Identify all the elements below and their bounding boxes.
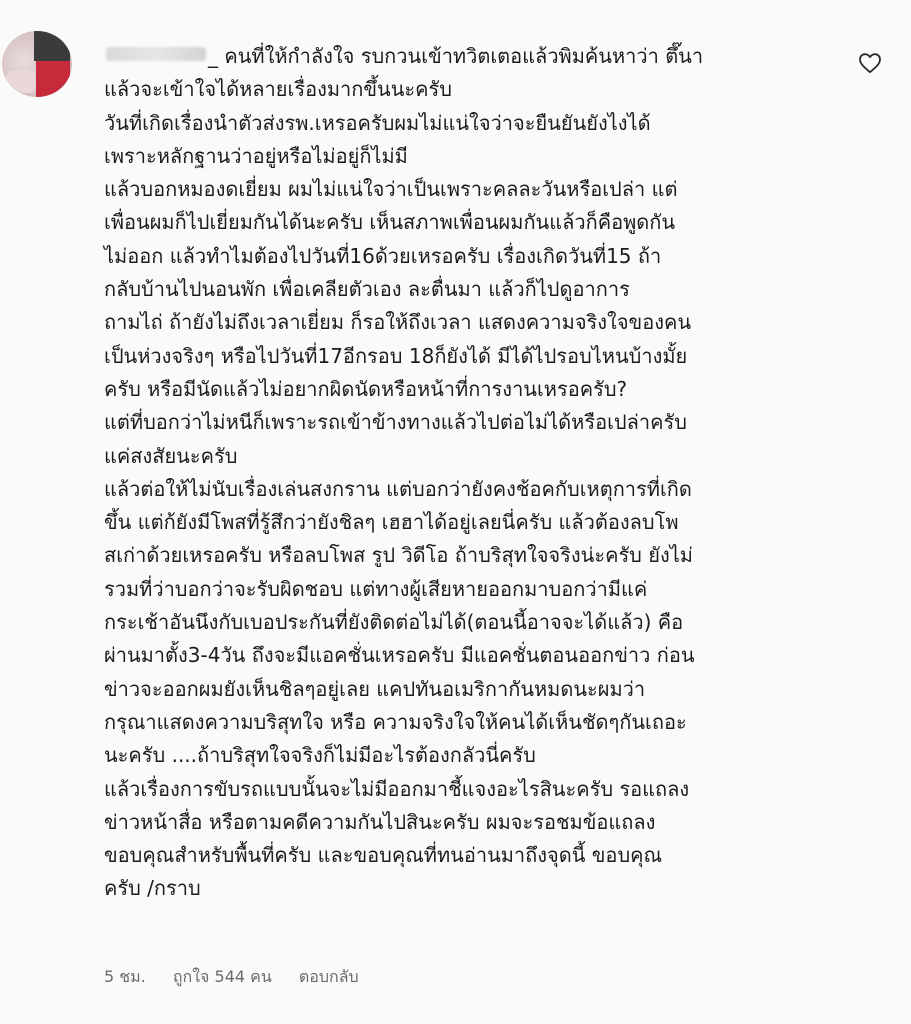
comment-line: เพื่อนผมก็ไปเยี่ยมกันได้นะครับ เห็นสภาพเพื่อนผมกันแล้วก็คือพูดกัน — [104, 210, 676, 235]
comment-line: แล้วต่อให้ไม่นับเรื่องเล่นสงกราน แต่บอกว่ายังคงช้อคกับเหตุการที่เกิด — [104, 476, 692, 501]
comment-line: แล้วเรื่องการขับรถแบบนั้นจะไม่มีออกมาชี้แจงอะไรสินะครับ รอแถลง — [104, 776, 690, 801]
comment-time: 5 ชม. — [104, 967, 146, 986]
heart-outline-icon[interactable] — [858, 52, 882, 74]
avatar[interactable] — [2, 31, 72, 97]
comment-line: วันที่เกิดเรื่องนำตัวส่งรพ.เหรอครับผมไม่แน่ใจว่าจะยืนยันยังไงได้ — [104, 110, 651, 135]
comment-line: กรุณาแสดงความบริสุทใจ หรือ ความจริงใจให้คนได้เห็นชัดๆกันเถอะ — [104, 709, 687, 734]
comment-line: กระเช้าอันนึงกับเบอประกันที่ยังติดต่อไม่ได้(ตอนนี้อาจจะได้แล้ว) คือ — [104, 610, 684, 635]
reply-button[interactable]: ตอบกลับ — [298, 967, 359, 986]
comment-meta — [104, 965, 381, 990]
comment-text — [104, 40, 854, 906]
comment-line: ครับ /กราบ — [104, 876, 201, 901]
comment-line: ขึ้น แต่ก้ยังมีโพสที่รู้สึกว่ายังชิลๆ เฮฮาได้อยู่เลยนี่ครับ แล้วต้องลบโพ — [104, 510, 679, 535]
like-count[interactable]: ถูกใจ 544 คน — [172, 967, 272, 986]
comment-line: นะครับ ....ถ้าบริสุทใจจริงก็ไม่มีอะไรต้องกลัวนี่ครับ — [104, 743, 536, 768]
comment-line: ข่าวหน้าสื่อ หรือตามคดีความกันไปสินะครับ ผมจะรอชมข้อแถลง — [104, 809, 656, 834]
comment-line: เพราะหลักฐานว่าอยู่หรือไม่อยู่ก็ไม่มี — [104, 143, 408, 168]
comment-line: แต่ที่บอกว่าไม่หนีก็เพราะรถเข้าข้างทางแล้วไปต่อไม่ได้หรือเปล่าครับ — [104, 410, 687, 435]
avatar-segment-dark — [34, 31, 70, 61]
comment-line: สเก่าด้วยเหรอครับ หรือลบโพส รูป วิดีโอ ถ้าบริสุทใจจริงน่ะครับ ยังไม่ — [104, 543, 693, 568]
comment-line: ผ่านมาตั้ง3-4วัน ถึงจะมีแอคชั่นเหรอครับ มีแอคชั่นตอนออกข่าว ก่อน — [104, 643, 695, 668]
comment-line: ขอบคุณสำหรับพื้นที่ครับ และขอบคุณที่ทนอ่านมาถึงจุดนี้ ขอบคุณ — [104, 843, 663, 868]
comment-line: กลับบ้านไปนอนพัก เพื่อเคลียตัวเอง ละตื่นมา แล้วก็ไปดูอาการ — [104, 277, 630, 302]
comment-line: ครับ หรือมีนัดแล้วไม่อยากผิดนัดหรือหน้าที่การงานเหรอครับ? — [104, 376, 628, 401]
avatar-segment-red — [36, 61, 70, 97]
comment-line: ข่าวจะออกผมยังเห็นชิลๆอยู่เลย แคปทันอเมริกากันหมดนะผมว่า — [104, 676, 646, 701]
comment-line: รวมที่ว่าบอกว่าจะรับผิดชอบ แต่ทางผู้เสียหายออกมาบอกว่ามีแค่ — [104, 576, 648, 601]
comment-line: แค่สงสัยนะครับ — [104, 443, 238, 468]
comment-line: แล้วบอกหมองดเยี่ยม ผมไม่แน่ใจว่าเป็นเพราะคลละวันหรือเปล่า แต่ — [104, 177, 678, 202]
comment-line: ถามไถ่ ถ้ายังไม่ถึงเวลาเยี่ยม ก็รอให้ถึงเวลา แสดงความจริงใจของคน — [104, 310, 692, 335]
comment-line: แล้วจะเข้าใจได้หลายเรื่องมากขึ้นนะครับ — [104, 77, 452, 102]
comment-line: _ คนที่ให้กำลังใจ รบกวนเข้าทวิตเตอแล้วพิมค้นหาว่า ตึ๊นา — [208, 44, 704, 68]
comment-line: ไม่ออก แล้วทำไมต้องไปวันที่16ด้วยเหรอครับ เรื่องเกิดวันที่15 ถ้า — [104, 243, 662, 268]
avatar-segment-light — [6, 71, 36, 93]
comment-line: เป็นห่วงจริงๆ หรือไปวันที่17อีกรอบ 18ก็ยังได้ มีได้ไปรอบไหนบ้างมั้ย — [104, 343, 688, 368]
